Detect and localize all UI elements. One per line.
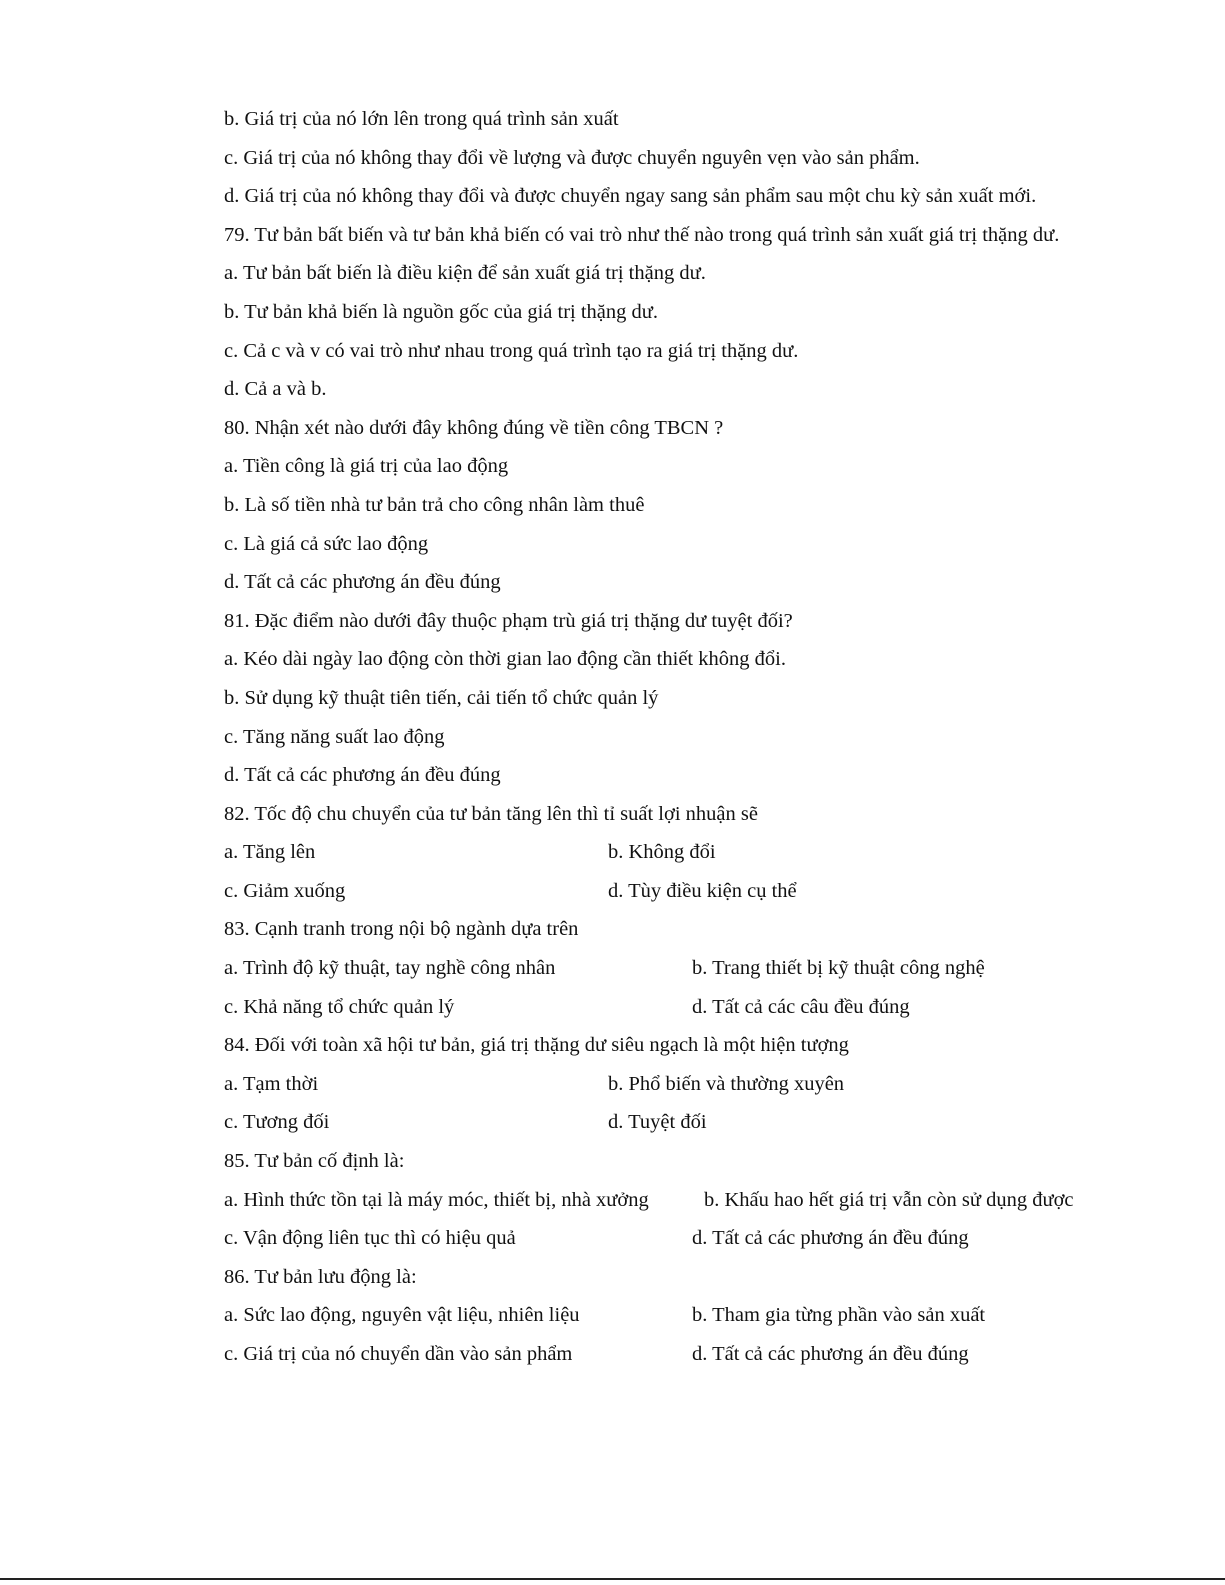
q83-options-row-1 — [224, 949, 1104, 988]
q80-option-c: c. Là giá cả sức lao động — [224, 532, 429, 555]
q79-option-b: b. Tư bản khả biến là nguồn gốc của giá trị thặng dư. — [224, 300, 659, 323]
q82-options-row-2 — [224, 872, 1104, 911]
question-83: 83. Cạnh tranh trong nội bộ ngành dựa trên — [224, 918, 579, 941]
q80-option-b: b. Là số tiền nhà tư bản trả cho công nhân làm thuê — [224, 493, 645, 516]
q84-option-c: c. Tương đối — [224, 1111, 330, 1134]
q82-option-c: c. Giảm xuống — [224, 879, 346, 902]
option-line: d. Giá trị của nó không thay đổi và được chuyển ngay sang sản phẩm sau một chu kỳ sản xuất mới. — [224, 185, 1037, 208]
question-79: 79. Tư bản bất biến và tư bản khả biến có vai trò như thế nào trong quá trình sản xuất giá trị thặng dư. — [224, 223, 1060, 246]
q84-options-row-1 — [224, 1065, 1104, 1104]
q83-option-d: d. Tất cả các câu đều đúng — [692, 995, 910, 1018]
q82-option-a: a. Tăng lên — [224, 841, 316, 864]
q82-options-row-1 — [224, 833, 1104, 872]
q85-option-a: a. Hình thức tồn tại là máy móc, thiết bị, nhà xưởng — [224, 1188, 649, 1211]
q85-option-d: d. Tất cả các phương án đều đúng — [692, 1227, 969, 1250]
q86-option-b: b. Tham gia từng phần vào sản xuất — [692, 1304, 986, 1327]
q86-option-d: d. Tất cả các phương án đều đúng — [692, 1343, 969, 1365]
q82-option-b: b. Không đổi — [608, 841, 716, 864]
q81-option-c: c. Tăng năng suất lao động — [224, 725, 445, 748]
q85-option-c: c. Vận động liên tục thì có hiệu quả — [224, 1227, 516, 1250]
q84-options-row-2 — [224, 1103, 1104, 1142]
q83-option-a: a. Trình độ kỹ thuật, tay nghề công nhân — [224, 957, 556, 980]
question-82: 82. Tốc độ chu chuyển của tư bản tăng lên thì tỉ suất lợi nhuận sẽ — [224, 802, 758, 825]
document-page — [224, 100, 1104, 1374]
question-81: 81. Đặc điểm nào dưới đây thuộc phạm trù giá trị thặng dư tuyệt đối? — [224, 609, 793, 632]
q79-option-a: a. Tư bản bất biến là điều kiện để sản xuất giá trị thặng dư. — [224, 262, 706, 285]
q84-option-b: b. Phổ biến và thường xuyên — [608, 1072, 845, 1095]
question-84: 84. Đối với toàn xã hội tư bản, giá trị thặng dư siêu ngạch là một hiện tượng — [224, 1034, 849, 1057]
q81-option-d: d. Tất cả các phương án đều đúng — [224, 764, 501, 787]
q81-option-b: b. Sử dụng kỹ thuật tiên tiến, cải tiến tổ chức quản lý — [224, 686, 659, 709]
option-line: b. Giá trị của nó lớn lên trong quá trình sản xuất — [224, 108, 619, 130]
option-line: c. Giá trị của nó không thay đổi về lượng và được chuyển nguyên vẹn vào sản phẩm. — [224, 146, 920, 169]
q80-option-d: d. Tất cả các phương án đều đúng — [224, 571, 501, 594]
q84-option-d: d. Tuyệt đối — [608, 1111, 707, 1134]
q81-option-a: a. Kéo dài ngày lao động còn thời gian lao động cần thiết không đổi. — [224, 648, 786, 671]
q84-option-a: a. Tạm thời — [224, 1072, 319, 1095]
q86-options-row-1 — [224, 1296, 1104, 1335]
q83-options-row-2 — [224, 988, 1104, 1027]
q85-options-row-2 — [224, 1219, 1104, 1258]
q86-option-c: c. Giá trị của nó chuyển dần vào sản phẩm — [224, 1343, 573, 1365]
q86-option-a: a. Sức lao động, nguyên vật liệu, nhiên liệu — [224, 1304, 580, 1327]
q83-option-c: c. Khả năng tổ chức quản lý — [224, 995, 455, 1018]
q79-option-c: c. Cả c và v có vai trò như nhau trong quá trình tạo ra giá trị thặng dư. — [224, 339, 799, 362]
question-85: 85. Tư bản cố định là: — [224, 1150, 405, 1173]
question-80: 80. Nhận xét nào dưới đây không đúng về tiền công TBCN ? — [224, 416, 724, 439]
q80-option-a: a. Tiền công là giá trị của lao động — [224, 455, 509, 478]
question-86: 86. Tư bản lưu động là: — [224, 1265, 417, 1288]
q85-options-row-1 — [224, 1181, 1104, 1220]
q82-option-d: d. Tùy điều kiện cụ thể — [608, 879, 797, 902]
q79-option-d: d. Cả a và b. — [224, 378, 327, 401]
q86-options-row-2 — [224, 1335, 1104, 1374]
q85-option-b: b. Khấu hao hết giá trị vẫn còn sử dụng được — [704, 1188, 1074, 1211]
page-bottom-rule — [0, 1578, 1225, 1580]
q83-option-b: b. Trang thiết bị kỹ thuật công nghệ — [692, 957, 985, 980]
